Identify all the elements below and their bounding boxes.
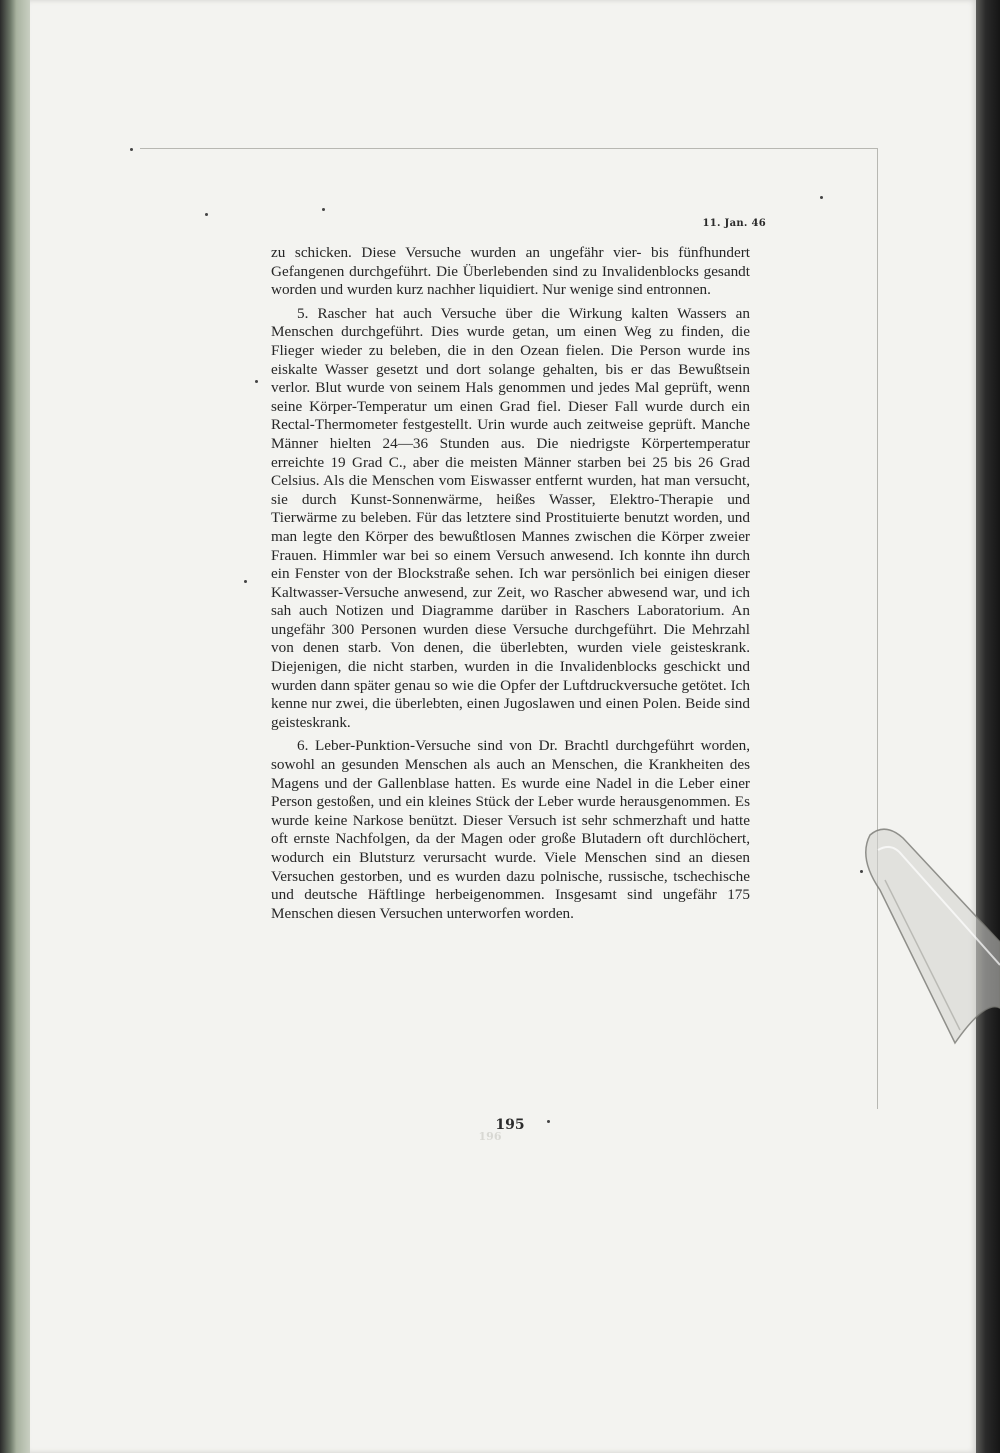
dust-speck bbox=[205, 213, 208, 216]
header-date: 11. Jan. 46 bbox=[702, 218, 766, 229]
dust-speck bbox=[244, 580, 247, 583]
paragraph-item-5: 5. Rascher hat auch Versuche über die Wirkung kalten Wassers an Menschen durchgeführt. Dies wurde getan, um einen Weg zu finden, die Flieger wieder zu beleben, die in den Ozean fielen. Die Person wurde ins eiskalte Wasser gesetzt und dort solange gehalten, bis er das Bewußtsein verlor. Blut wurde von seinem Hals genommen und jedes Mal geprüft, wenn seine Körper-Temperatur um einen Grad fiel. Dieser Fall wurde durch ein Rectal-Thermometer festgestellt. Urin wurde auch zeitweise geprüft. Manche Männer hielten 24—36 Stunden aus. Die niedrigste Körpertemperatur erreichte 19 Grad C., aber die meisten Männer starben bei 25 bis 26 Grad Celsius. Als die Menschen vom Eiswasser entfernt wurden, hat man versucht, sie durch Kunst-Sonnenwärme, heißes Wasser, Elektro-Therapie und Tierwärme zu beleben. Für das letztere sind Prostituierte benutzt worden, und man legte den Körper des bewußtlosen Mannes zwischen die Körper zweier Frauen. Himmler war bei so einem Versuch anwesend. Ich konnte ihn durch ein Fenster von der Blockstraße sehen. Ich war persönlich bei einigen dieser Kaltwasser-Versuche anwesend, zur Zeit, wo Rascher abwesend war, und ich sah auch Notizen und Diagramme darüber in Raschers Laboratorium. An ungefähr 300 Personen wurden diese Versuche durchgeführt. Die Mehrzahl von denen starb. Von denen, die überlebten, wurden viele geisteskrank. Diejenigen, die nicht starben, wurden in die Invalidenblocks geschickt und wurden dann später genau so wie die Opfer der Luftdruckversuche getötet. Ich kenne nur zwei, die überlebten, einen Jugoslawen und einen Polen. Beide sind geisteskrank. bbox=[271, 304, 750, 731]
ghost-page-number: 196 bbox=[478, 1130, 502, 1143]
page-number: 195 bbox=[495, 1117, 525, 1133]
dust-speck bbox=[322, 208, 325, 211]
paragraph-continuation: zu schicken. Diese Versuche wurden an ungefähr vier- bis fünfhundert Gefangenen durchgeführt. Die Überlebenden sind zu Invalidenblocks gesandt worden und wurden kurz nachher liquidiert. Nur wenige sind entronnen. bbox=[271, 244, 750, 299]
dust-speck bbox=[860, 870, 863, 873]
page-shadow-edge bbox=[976, 0, 1000, 1453]
dust-speck bbox=[255, 380, 258, 383]
dust-speck bbox=[820, 196, 823, 199]
paragraph-item-6: 6. Leber-Punktion-Versuche sind von Dr. Brachtl durchgeführt worden, sowohl an gesunden Menschen als auch an Menschen, die Krankheiten des Magens und der Gallenblase hatten. Es wurde eine Nadel in die Leber einer Person gestoßen, und ein kleines Stück der Leber wurde herausgenommen. Es wurde keine Narkose benützt. Dieser Versuch ist sehr schmerzhaft und hatte oft ernste Nachfolgen, da der Magen oder große Blutadern oft durchlöchert, wodurch ein Blutsturz verursacht wurde. Viele Menschen sind an diesen Versuchen gestorben, und es wurden dazu polnische, russische, tschechische und deutsche Häftlinge herbeigenommen. Insgesamt sind ungefähr 175 Menschen diesen Versuchen unterworfen worden. bbox=[271, 737, 750, 922]
adjacent-page-edge bbox=[0, 0, 30, 1453]
dust-speck bbox=[130, 148, 133, 151]
body-text bbox=[271, 244, 750, 923]
dust-speck bbox=[547, 1120, 550, 1123]
